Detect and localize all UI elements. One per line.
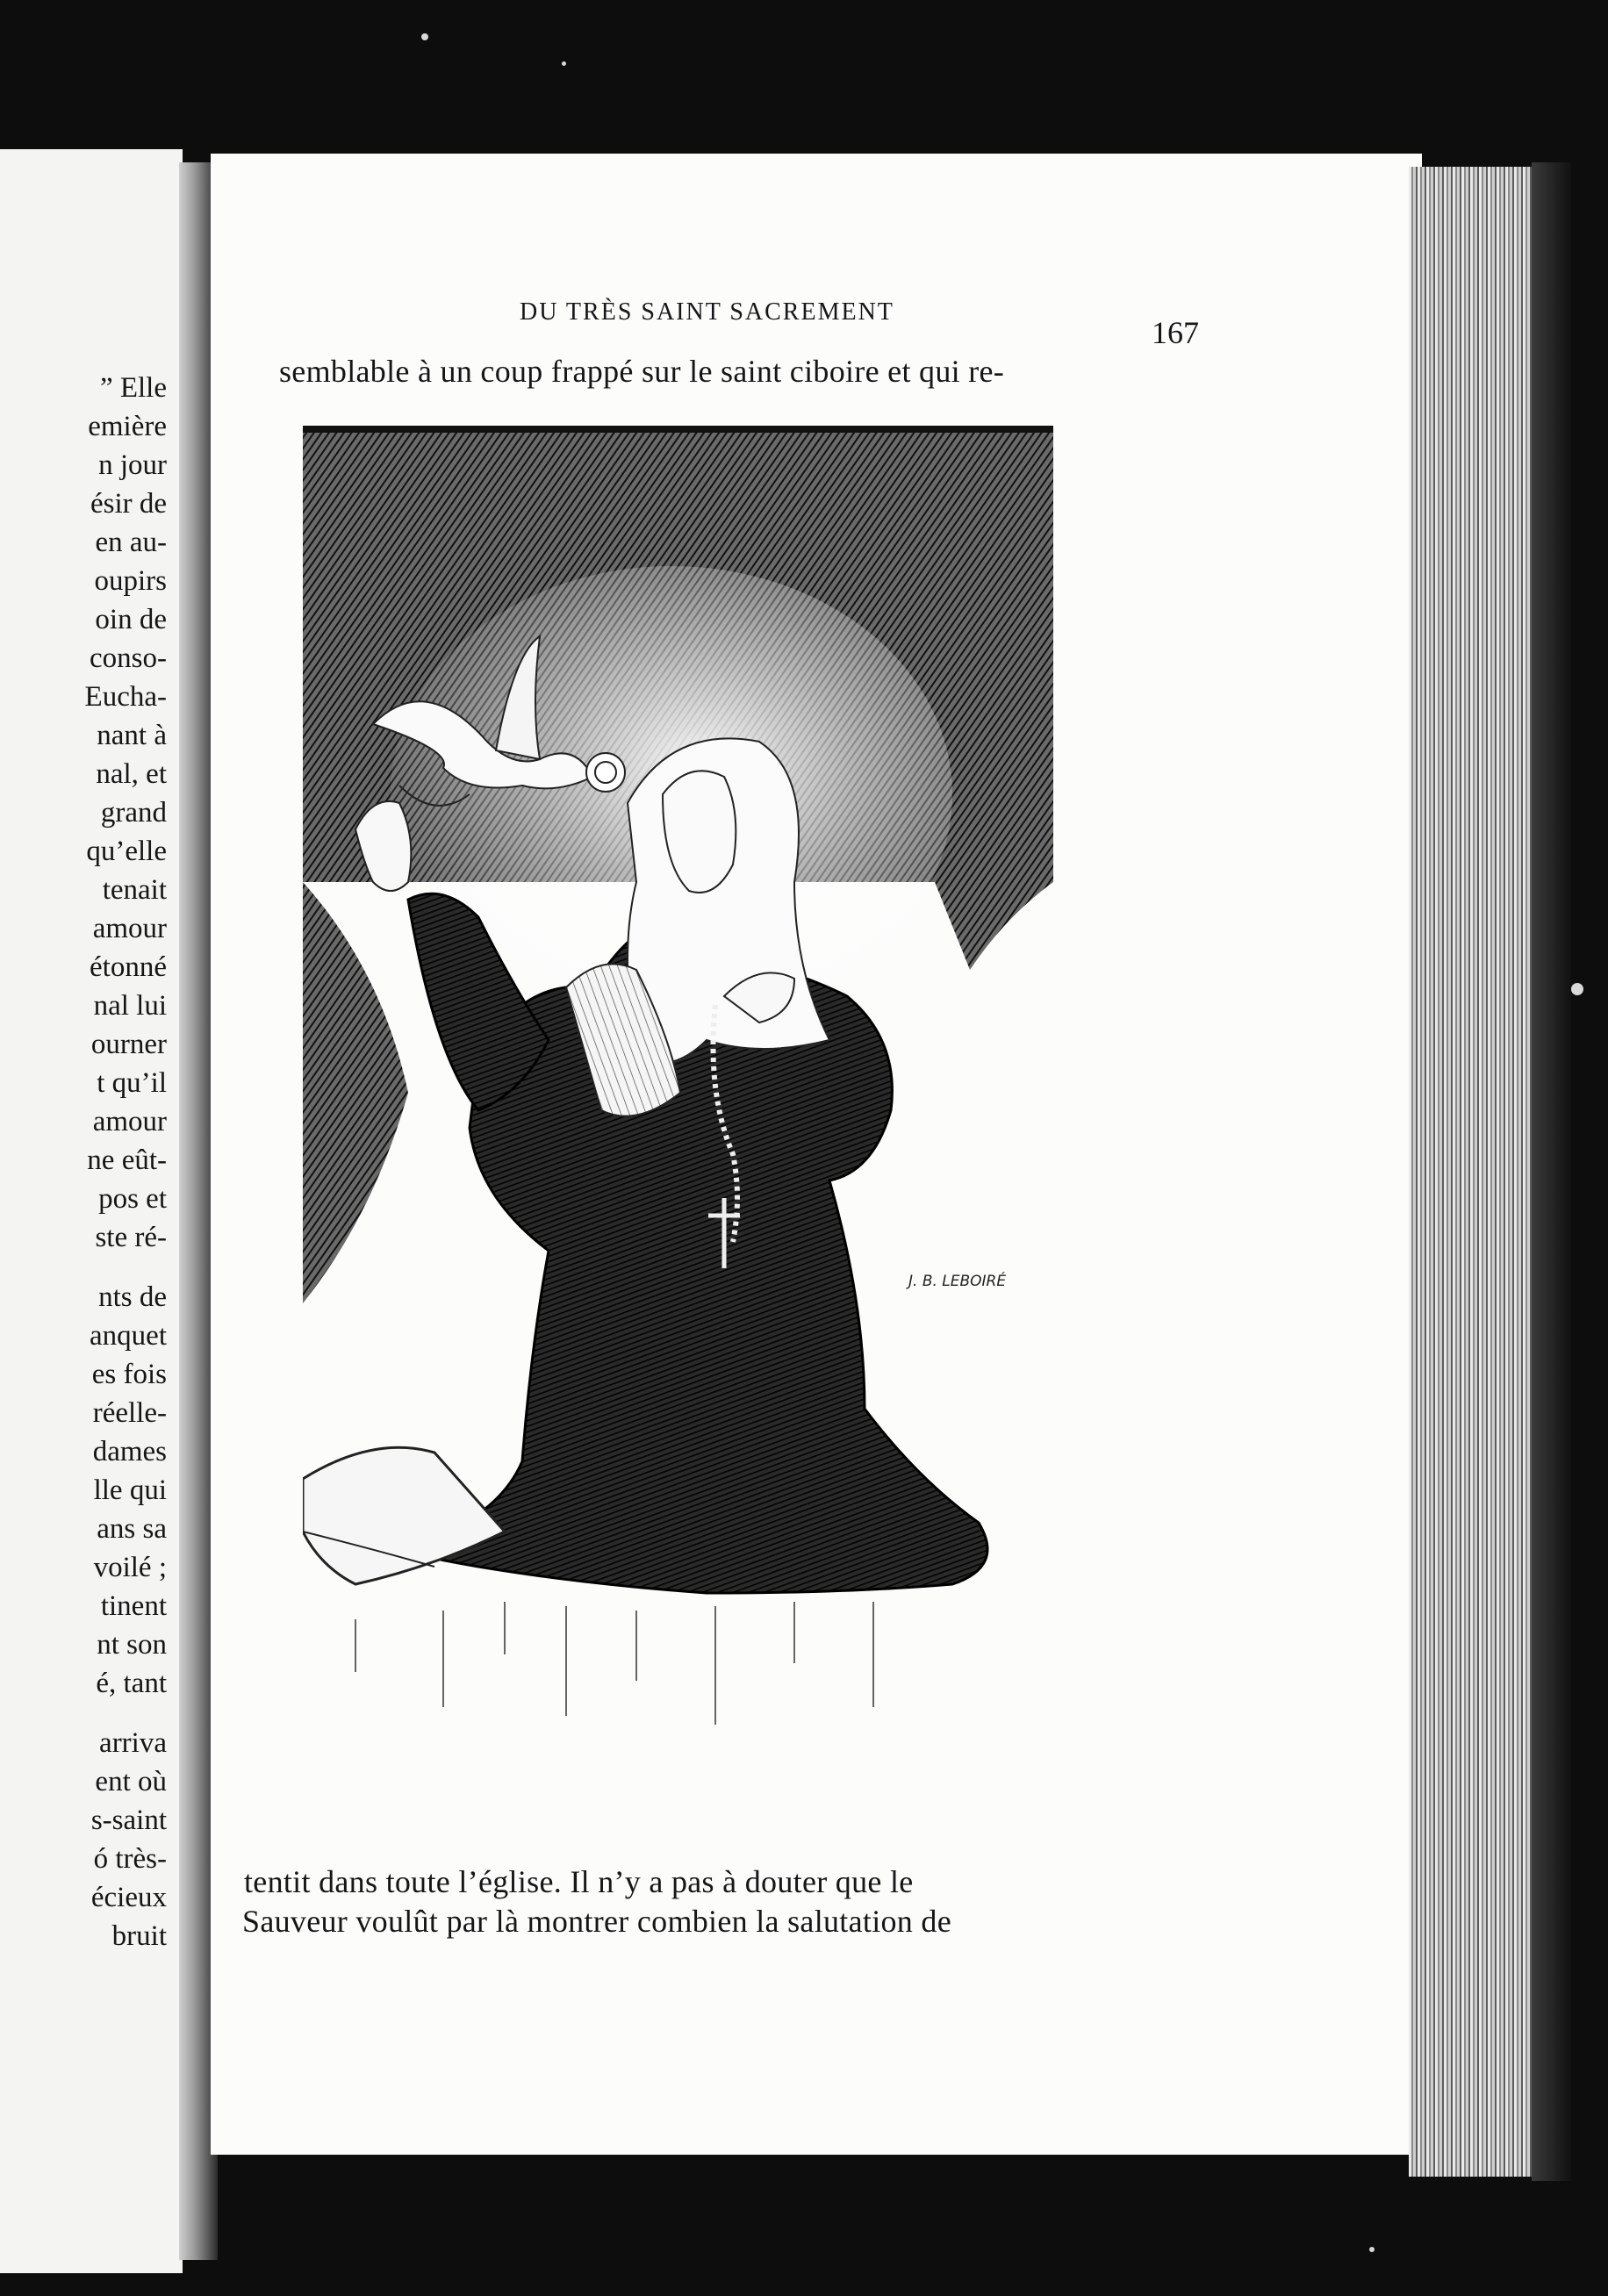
left-line: nts de [98,1281,167,1313]
left-line: amour [92,913,167,944]
left-line: amour [92,1106,167,1137]
left-line: ourner [90,1029,167,1060]
engraving-illustration [303,426,1066,1821]
left-line: é, tant [96,1668,167,1699]
left-line: écieux [90,1882,167,1913]
left-line: conso- [90,642,167,674]
left-line: ó très- [93,1843,167,1875]
left-line: ste ré- [95,1222,167,1253]
left-line: réelle- [92,1397,167,1429]
left-line: ésir de [90,488,167,520]
left-line: emière [88,411,167,442]
left-line: pos et [98,1183,167,1215]
left-line: oin de [95,604,167,635]
left-line: dames [92,1436,167,1467]
left-line: anquet [90,1320,167,1352]
body-line-bottom-1: tentit dans toute l’église. Il n’y a pas à douter que le [244,1864,914,1899]
left-line: qu’elle [86,836,167,867]
left-line: tenait [102,874,167,906]
book-cover-edge [1532,162,1571,2181]
left-line: voilé ; [93,1552,167,1583]
book-page-edges [1409,167,1540,2177]
left-line: ans sa [97,1513,167,1545]
left-line: nal, et [96,758,167,790]
left-line: tinent [100,1590,167,1622]
left-line: nt son [97,1629,167,1661]
running-head: DU TRÈS SAINT SACREMENT [520,298,894,326]
dust-speck [1571,983,1583,995]
left-line: n jour [98,449,167,481]
left-line: arriva [99,1727,167,1759]
body-line-bottom-2: Sauveur voulût par là montrer combien la salutation de [242,1904,951,1939]
left-line: Eucha- [84,681,167,713]
left-line: nal lui [93,990,167,1022]
left-line: s-saint [90,1805,167,1836]
left-line: t qu’il [97,1067,167,1099]
page-number: 167 [1152,315,1199,350]
body-line-top: semblable à un coup frappé sur le saint ciboire et qui re- [279,354,1005,389]
left-line: bruit [111,1920,167,1952]
artist-signature: J. B. LEBOIRÉ [908,1273,1007,1290]
left-line: ” Elle [99,372,167,404]
left-line: en au- [95,527,167,558]
left-line: nant à [97,720,167,751]
left-line: lle qui [93,1474,167,1506]
dust-speck [421,33,428,40]
left-line: grand [100,797,167,829]
floor-strokes [355,1602,873,1725]
left-line: étonné [90,951,167,983]
dust-speck [1369,2247,1375,2252]
left-line: ent où [95,1766,167,1797]
left-line: es fois [91,1359,167,1390]
left-line: ne eût- [87,1144,167,1176]
dust-speck [562,61,566,66]
left-line: oupirs [94,565,167,597]
